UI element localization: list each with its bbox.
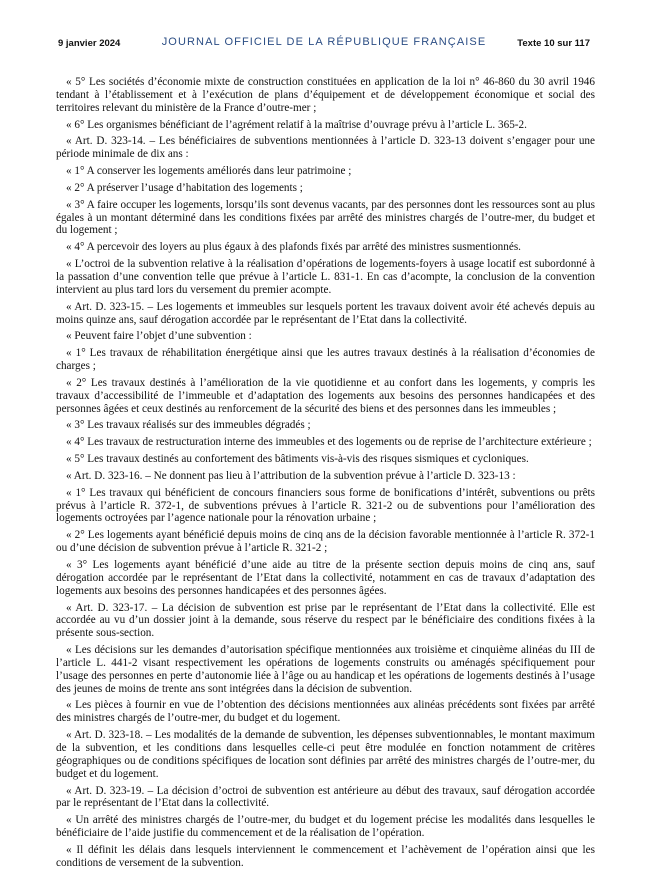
paragraph: « 1° Les travaux qui bénéficient de concours financiers sous forme de bonifications d’intérêt, subventions ou prêts prévus à l’article R. 372-1, de subventions prévues à l’article R. 321-2 ou de subventions pour l’amélioration des logements octroyées par l’agence nationale pour la rénovation urbaine ; [56, 486, 595, 525]
article-paragraph: « Art. D. 323-17. – La décision de subvention est prise par le représentant de l’Etat dans la collectivité. Elle est accordée au vu d’un dossier joint à la demande, sous réserve du respect par le bénéficiaire des conditions fixées à la présente sous-section. [56, 601, 595, 640]
paragraph: « 6° Les organismes bénéficiant de l’agrément relatif à la maîtrise d’ouvrage prévu à l’article L. 365-2. [66, 118, 527, 131]
paragraph: « 2° Les travaux destinés à l’amélioration de la vie quotidienne et au confort dans les logements, y compris les travaux d’accessibilité de l’immeuble et d’adaptation des logements aux besoins des personnes handicapées et des personnes âgées et ceux destinés au renforcement de la sécurité des biens et des personnes dans les immeubles ; [56, 376, 595, 415]
paragraph: « Les pièces à fournir en vue de l’obtention des décisions mentionnées aux alinéas précédents sont fixées par arrêté des ministres chargés de l’outre-mer, du budget et du logement. [56, 699, 595, 725]
paragraph: « 1° Les travaux de réhabilitation énergétique ainsi que les autres travaux destinés à la réalisation d’économies de charges ; [56, 347, 595, 373]
paragraph: « 5° Les sociétés d’économie mixte de construction constituées en application de la loi n° 46-860 du 30 avril 1946 tendant à l’établissement et à l’exécution de plans d’équipement et de développement économique et social des territoires relevant du ministère de la France d’outre-mer ; [56, 76, 595, 114]
article-paragraph: « Art. D. 323-16. – Ne donnent pas lieu à l’attribution de la subvention prévue à l’article D. 323-13 : [66, 469, 516, 482]
paragraph: « 5° Les travaux destinés au confortement des bâtiments vis-à-vis des risques sismiques et cycloniques. [66, 453, 529, 466]
paragraph: « Les décisions sur les demandes d’autorisation spécifique mentionnées aux troisième et cinquième alinéas du III de l’article L. 441-2 visant respectivement les opérations de logements construits ou aménagés spécifiquement pour l’usage des personnes en perte d’autonomie liée à l’âge ou au handicap et les opérations de logements destinés à l’usage des jeunes de moins de trente ans sont intégrées dans la décision de subvention. [56, 644, 595, 695]
paragraph: « 2° A préserver l’usage d’habitation des logements ; [66, 181, 303, 194]
paragraph: « 1° A conserver les logements améliorés dans leur patrimoine ; [66, 165, 352, 178]
article-paragraph: « Art. D. 323-14. – Les bénéficiaires de subventions mentionnées à l’article D. 323-13 doivent s’engager pour une période minimale de dix ans : [56, 135, 595, 161]
article-paragraph: « Art. D. 323-15. – Les logements et immeubles sur lesquels portent les travaux doivent avoir été achevés depuis au moins quinze ans, sauf dérogation accordée par le représentant de l’Etat dans la collectivité. [56, 300, 595, 326]
paragraph: « 3° Les logements ayant bénéficié d’une aide au titre de la présente section depuis moins de cinq ans, sauf dérogation accordée par le représentant de l’Etat dans la collectivité, notamment en cas de travaux d’adaptation des logements aux besoins des personnes handicapées et des personnes âgées. [56, 559, 595, 597]
paragraph: « 2° Les logements ayant bénéficié depuis moins de cinq ans de la décision favorable mentionnée à l’article R. 372-1 ou d’une décision de subvention prévue à l’article R. 321-2 ; [56, 529, 595, 555]
paragraph: « 4° Les travaux de restructuration interne des immeubles et des logements ou de reprise de l’architecture extérieure ; [66, 436, 592, 449]
paragraph: « 3° A faire occuper les logements, lorsqu’ils sont devenus vacants, par des personnes dont les ressources sont au plus égales à un montant déterminé dans les conditions fixées par arrêté des ministres chargés de l’outre-mer, du budget et du logement ; [56, 198, 595, 237]
page-header [58, 36, 590, 54]
article-paragraph: « Art. D. 323-19. – La décision d’octroi de subvention est antérieure au début des travaux, sauf dérogation accordée par le représentant de l’Etat dans la collectivité. [56, 784, 595, 810]
paragraph: « Un arrêté des ministres chargés de l’outre-mer, du budget et du logement précise les modalités dans lesquelles le bénéficiaire de l’aide justifie du commencement et de la réalisation de l’opération. [56, 814, 595, 840]
paragraph: « 3° Les travaux réalisés sur des immeubles dégradés ; [66, 419, 311, 432]
paragraph: « L’octroi de la subvention relative à la réalisation d’opérations de logements-foyers à usage locatif est subordonné à la passation d’une convention telle que prévue à l’article L. 831-1. En cas d’acompte, la conclusion de la convention intervient au plus tard lors du versement du premier acompte. [56, 258, 595, 296]
texte-number: Texte 10 sur 117 [517, 38, 590, 49]
document-body [56, 76, 595, 874]
paragraph: « 4° A percevoir des loyers au plus égaux à des plafonds fixés par arrêté des ministres susmentionnés. [66, 241, 521, 254]
journal-title: JOURNAL OFFICIEL DE LA RÉPUBLIQUE FRANÇAISE [161, 36, 487, 48]
paragraph: « Il définit les délais dans lesquels interviennent le commencement et l’achèvement de l’opération ainsi que les conditions de versement de la subvention. [56, 843, 595, 869]
header-date: 9 janvier 2024 [58, 38, 121, 49]
paragraph: « Peuvent faire l’objet d’une subvention : [66, 330, 252, 343]
article-paragraph: « Art. D. 323-18. – Les modalités de la demande de subvention, les dépenses subventionnables, le montant maximum de la subvention, et les conditions dans lesquelles celle-ci peut être modulée en fonction notamment de critères géographiques ou de conditions spécifiques de location sont définies par arrêté des ministres chargés de l’outre-mer, du budget et du logement. [56, 729, 595, 780]
